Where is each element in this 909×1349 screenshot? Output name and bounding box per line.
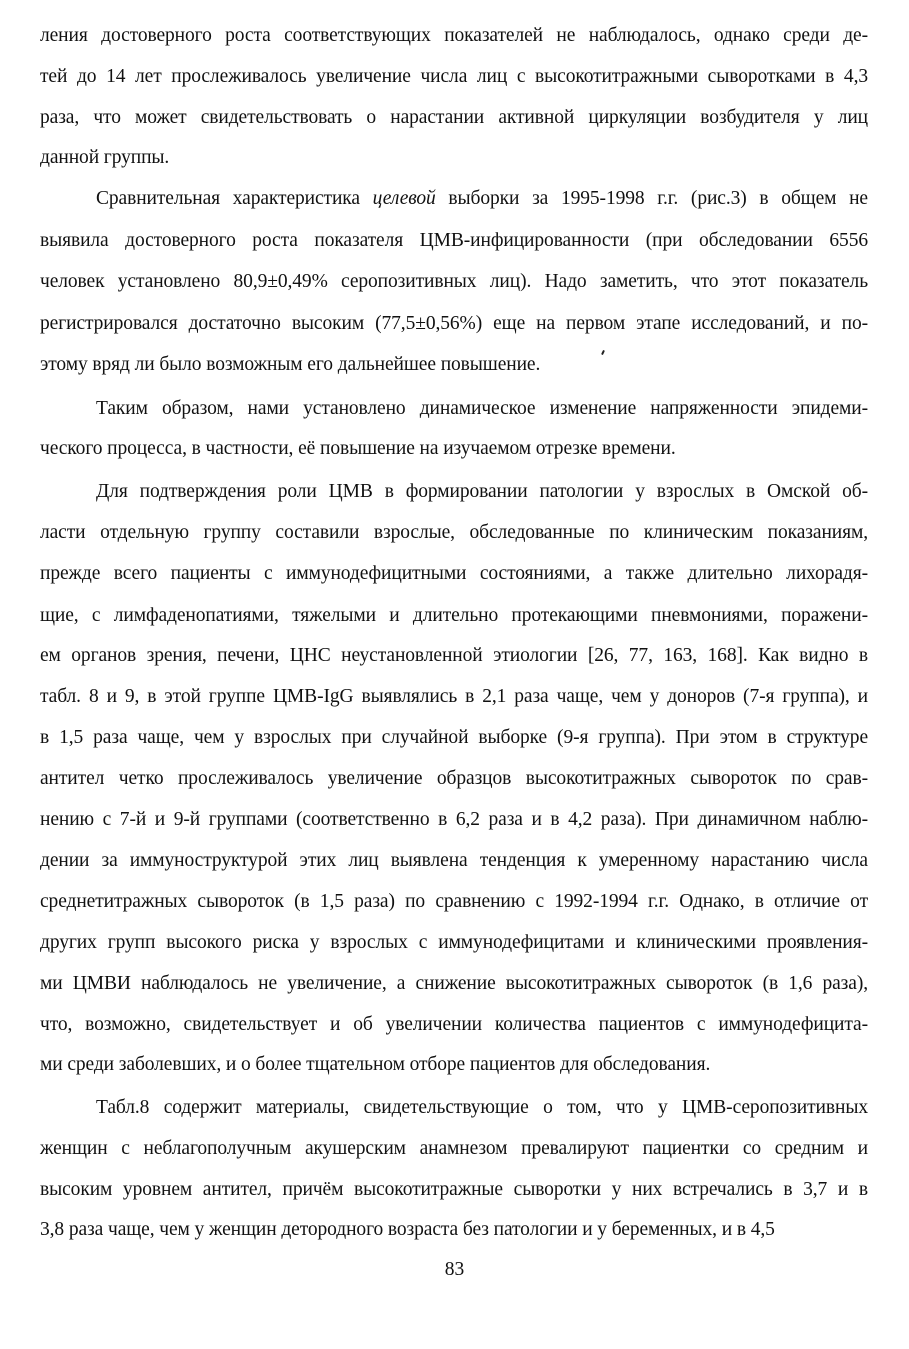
text-line: прежде всего пациенты с иммунодефицитными состояниями, а также длительно лихорадя- <box>40 563 868 584</box>
text-line: Для подтверждения роли ЦМВ в формировании патологии у взрослых в Омской об- <box>96 481 868 502</box>
text-segment: Сравнительная характеристика <box>96 188 373 209</box>
text-line: раза, что может свидетельствовать о нарастании активной циркуляции возбудителя у лиц <box>40 107 868 128</box>
text-line: 3,8 раза чаще, чем у женщин детородного возраста без патологии и у беременных, и в 4,5 <box>40 1219 775 1240</box>
text-line: в 1,5 раза чаще, чем у взрослых при случайной выборке (9-я группа). При этом в структуре <box>40 727 868 748</box>
text-line: женщин с неблагополучным акушерским анамнезом превалируют пациентки со средним и <box>40 1138 868 1159</box>
text-line: антител четко прослеживалось увеличение образцов высокотитражных сывороток по срав- <box>40 768 868 789</box>
text-line: выявила достоверного роста показателя ЦМВ-инфицированности (при обследовании 6556 <box>40 230 868 251</box>
text-line: высоким уровнем антител, причём высокотитражные сыворотки у них встречались в 3,7 и в <box>40 1179 868 1200</box>
text-line: что, возможно, свидетельствует и об увеличении количества пациентов с иммунодефицита- <box>40 1014 868 1035</box>
text-line: ления достоверного роста соответствующих показателей не наблюдалось, однако среди де- <box>40 25 868 46</box>
text-line-with-emphasis <box>96 184 868 214</box>
text-line: щие, с лимфаденопатиями, тяжелыми и длительно протекающими пневмониями, поражени- <box>40 605 868 626</box>
text-line: данной группы. <box>40 147 170 168</box>
text-line: ми ЦМВИ наблюдалось не увеличение, а снижение высокотитражных сывороток (в 1,6 раза), <box>40 973 868 994</box>
text-line: Табл.8 содержит материалы, свидетельствующие о том, что у ЦМВ-серопозитивных <box>96 1097 868 1118</box>
text-line: Таким образом, нами установлено динамическое изменение напряженности эпидеми- <box>96 398 868 419</box>
text-line: человек установлено 80,9±0,49% серопозитивных лиц). Надо заметить, что этот показатель <box>40 271 868 292</box>
text-line: среднетитражных сывороток (в 1,5 раза) по сравнению с 1992-1994 г.г. Однако, в отличие от <box>40 891 868 912</box>
text-line: других групп высокого риска у взрослых с иммунодефицитами и клиническими проявления- <box>40 932 868 953</box>
text-line: ласти отдельную группу составили взрослые, обследованные по клиническим показаниям, <box>40 522 868 543</box>
page-number: 83 <box>444 1259 465 1280</box>
text-line: дении за иммуноструктурой этих лиц выявлена тенденция к умеренному нарастанию числа <box>40 850 868 871</box>
text-line: ем органов зрения, печени, ЦНС неустановленной этиологии [26, 77, 163, 168]. Как видно в <box>40 645 868 666</box>
text-line: тей до 14 лет прослеживалось увеличение числа лиц с высокотитражными сыворотками в 4,3 <box>40 66 868 87</box>
text-line: нению с 7-й и 9-й группами (соответственно в 6,2 раза и в 4,2 раза). При динамичном наблю- <box>40 809 868 830</box>
emphasized-word: целевой <box>372 188 436 209</box>
text-line: этому вряд ли было возможным его дальнейшее повышение. <box>40 354 541 375</box>
text-line: регистрировался достаточно высоким (77,5±0,56%) еще на первом этапе исследований, и по- <box>40 313 868 334</box>
text-line: табл. 8 и 9, в этой группе ЦМВ-IgG выявлялись в 2,1 раза чаще, чем у доноров (7-я группа), и <box>40 686 868 707</box>
text-line: ческого процесса, в частности, её повышение на изучаемом отрезке времени. <box>40 438 676 459</box>
text-segment: выборки за 1995-1998 г.г. (рис.3) в общем не <box>435 188 868 209</box>
text-line: ми среди заболевших, и о более тщательном отборе пациентов для обследования. <box>40 1054 711 1075</box>
